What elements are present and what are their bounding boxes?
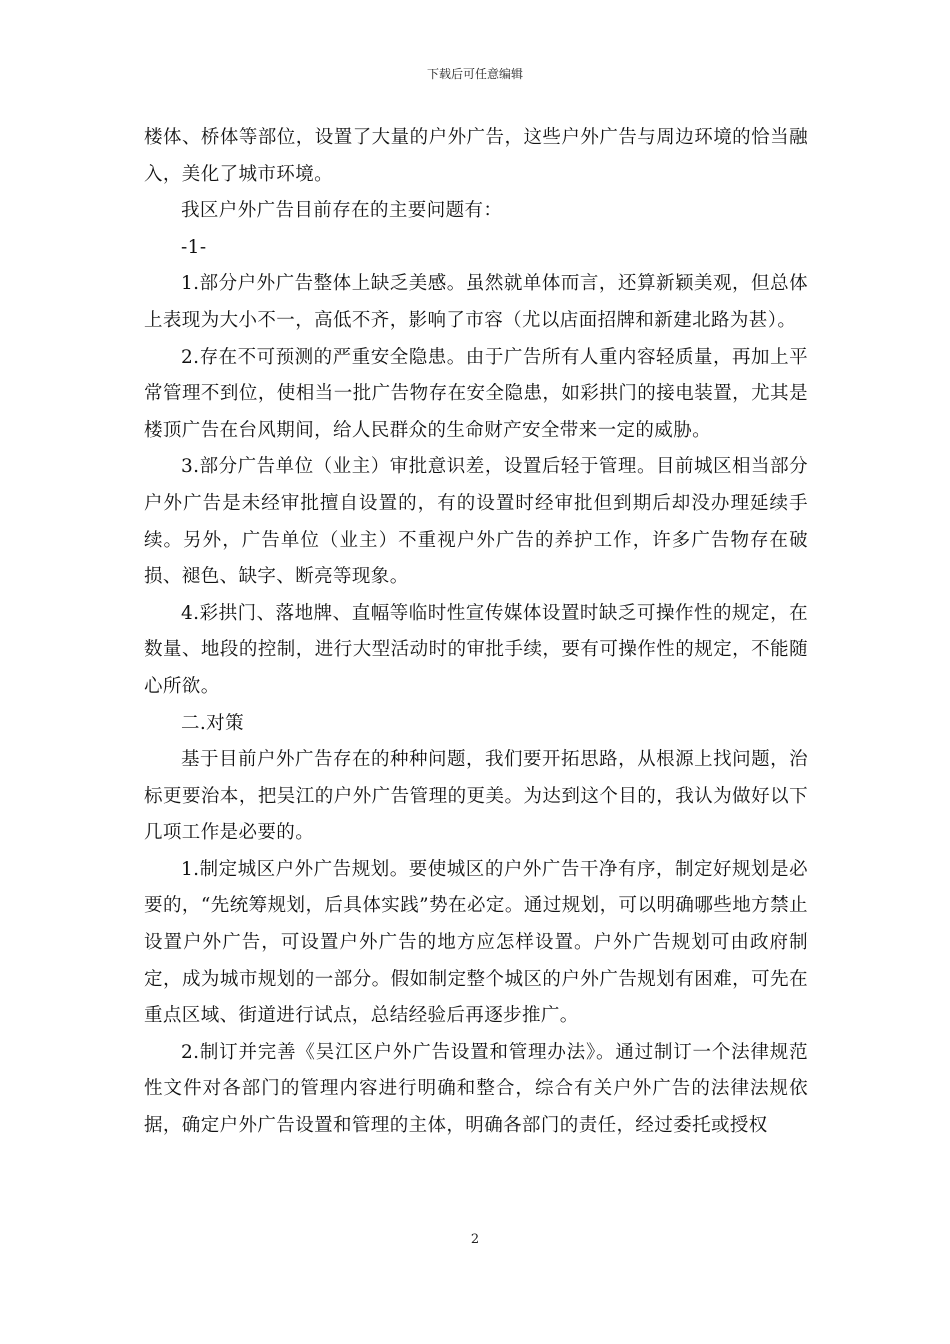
paragraph-measure-1: 1.制定城区户外广告规划。要使城区的户外广告干净有序，制定好规划是必要的，“先统筹规划，后具体实践”势在必定。通过规划，可以明确哪些地方禁止设置户外广告，可设置户外广告的地方应怎样设置。户外广告规划可由政府制定，成为城市规划的一部分。假如制定整个城区的户外广告规划有困难，可先在重点区域、街道进行试点，总结经验后再逐步推广。	[144, 858, 808, 1027]
section-heading: 二.对策	[181, 712, 244, 734]
paragraph-problem-3: 3.部分广告单位（业主）审批意识差，设置后轻于管理。目前城区相当部分户外广告是未经审批擅自设置的，有的设置时经审批但到期后却没办理延续手续。另外，广告单位（业主）不重视户外广告的养护工作，许多广告物存在破损、褪色、缺字、断亮等现象。	[144, 456, 808, 588]
document-body	[144, 120, 808, 1145]
paragraph-problem-1: 1.部分户外广告整体上缺乏美感。虽然就单体而言，还算新颖美观，但总体上表现为大小不一，高低不齐，影响了市容（尤以店面招牌和新建北路为甚）。	[144, 273, 808, 331]
paragraph-intro: 基于目前户外广告存在的种种问题，我们要开拓思路，从根源上找问题，治标更要治本，把吴江的户外广告管理的更美。为达到这个目的，我认为做好以下几项工作是必要的。	[144, 749, 808, 844]
page-number: 2	[470, 1232, 480, 1247]
paragraph-1: 楼体、桥体等部位，设置了大量的户外广告，这些户外广告与周边环境的恰当融入，美化了城市环境。	[144, 127, 808, 185]
paragraph-problem-4: 4.彩拱门、落地牌、直幅等临时性宣传媒体设置时缺乏可操作性的规定，在数量、地段的控制，进行大型活动时的审批手续，要有可操作性的规定，不能随心所欲。	[144, 602, 808, 697]
page-marker: -1-	[181, 236, 207, 258]
paragraph-problem-2: 2.存在不可预测的严重安全隐患。由于广告所有人重内容轻质量，再加上平常管理不到位，使相当一批广告物存在安全隐患，如彩拱门的接电装置，尤其是楼顶广告在台风期间，给人民群众的生命财产安全带来一定的威胁。	[144, 346, 808, 441]
page-header: 下载后可任意编辑	[426, 67, 523, 81]
paragraph-measure-2: 2.制订并完善《吴江区户外广告设置和管理办法》。通过制订一个法律规范性文件对各部门的管理内容进行明确和整合，综合有关户外广告的法律法规依据，确定户外广告设置和管理的主体，明确各部门的责任，经过委托或授权	[144, 1041, 808, 1137]
paragraph-2: 我区户外广告目前存在的主要问题有：	[181, 200, 503, 222]
